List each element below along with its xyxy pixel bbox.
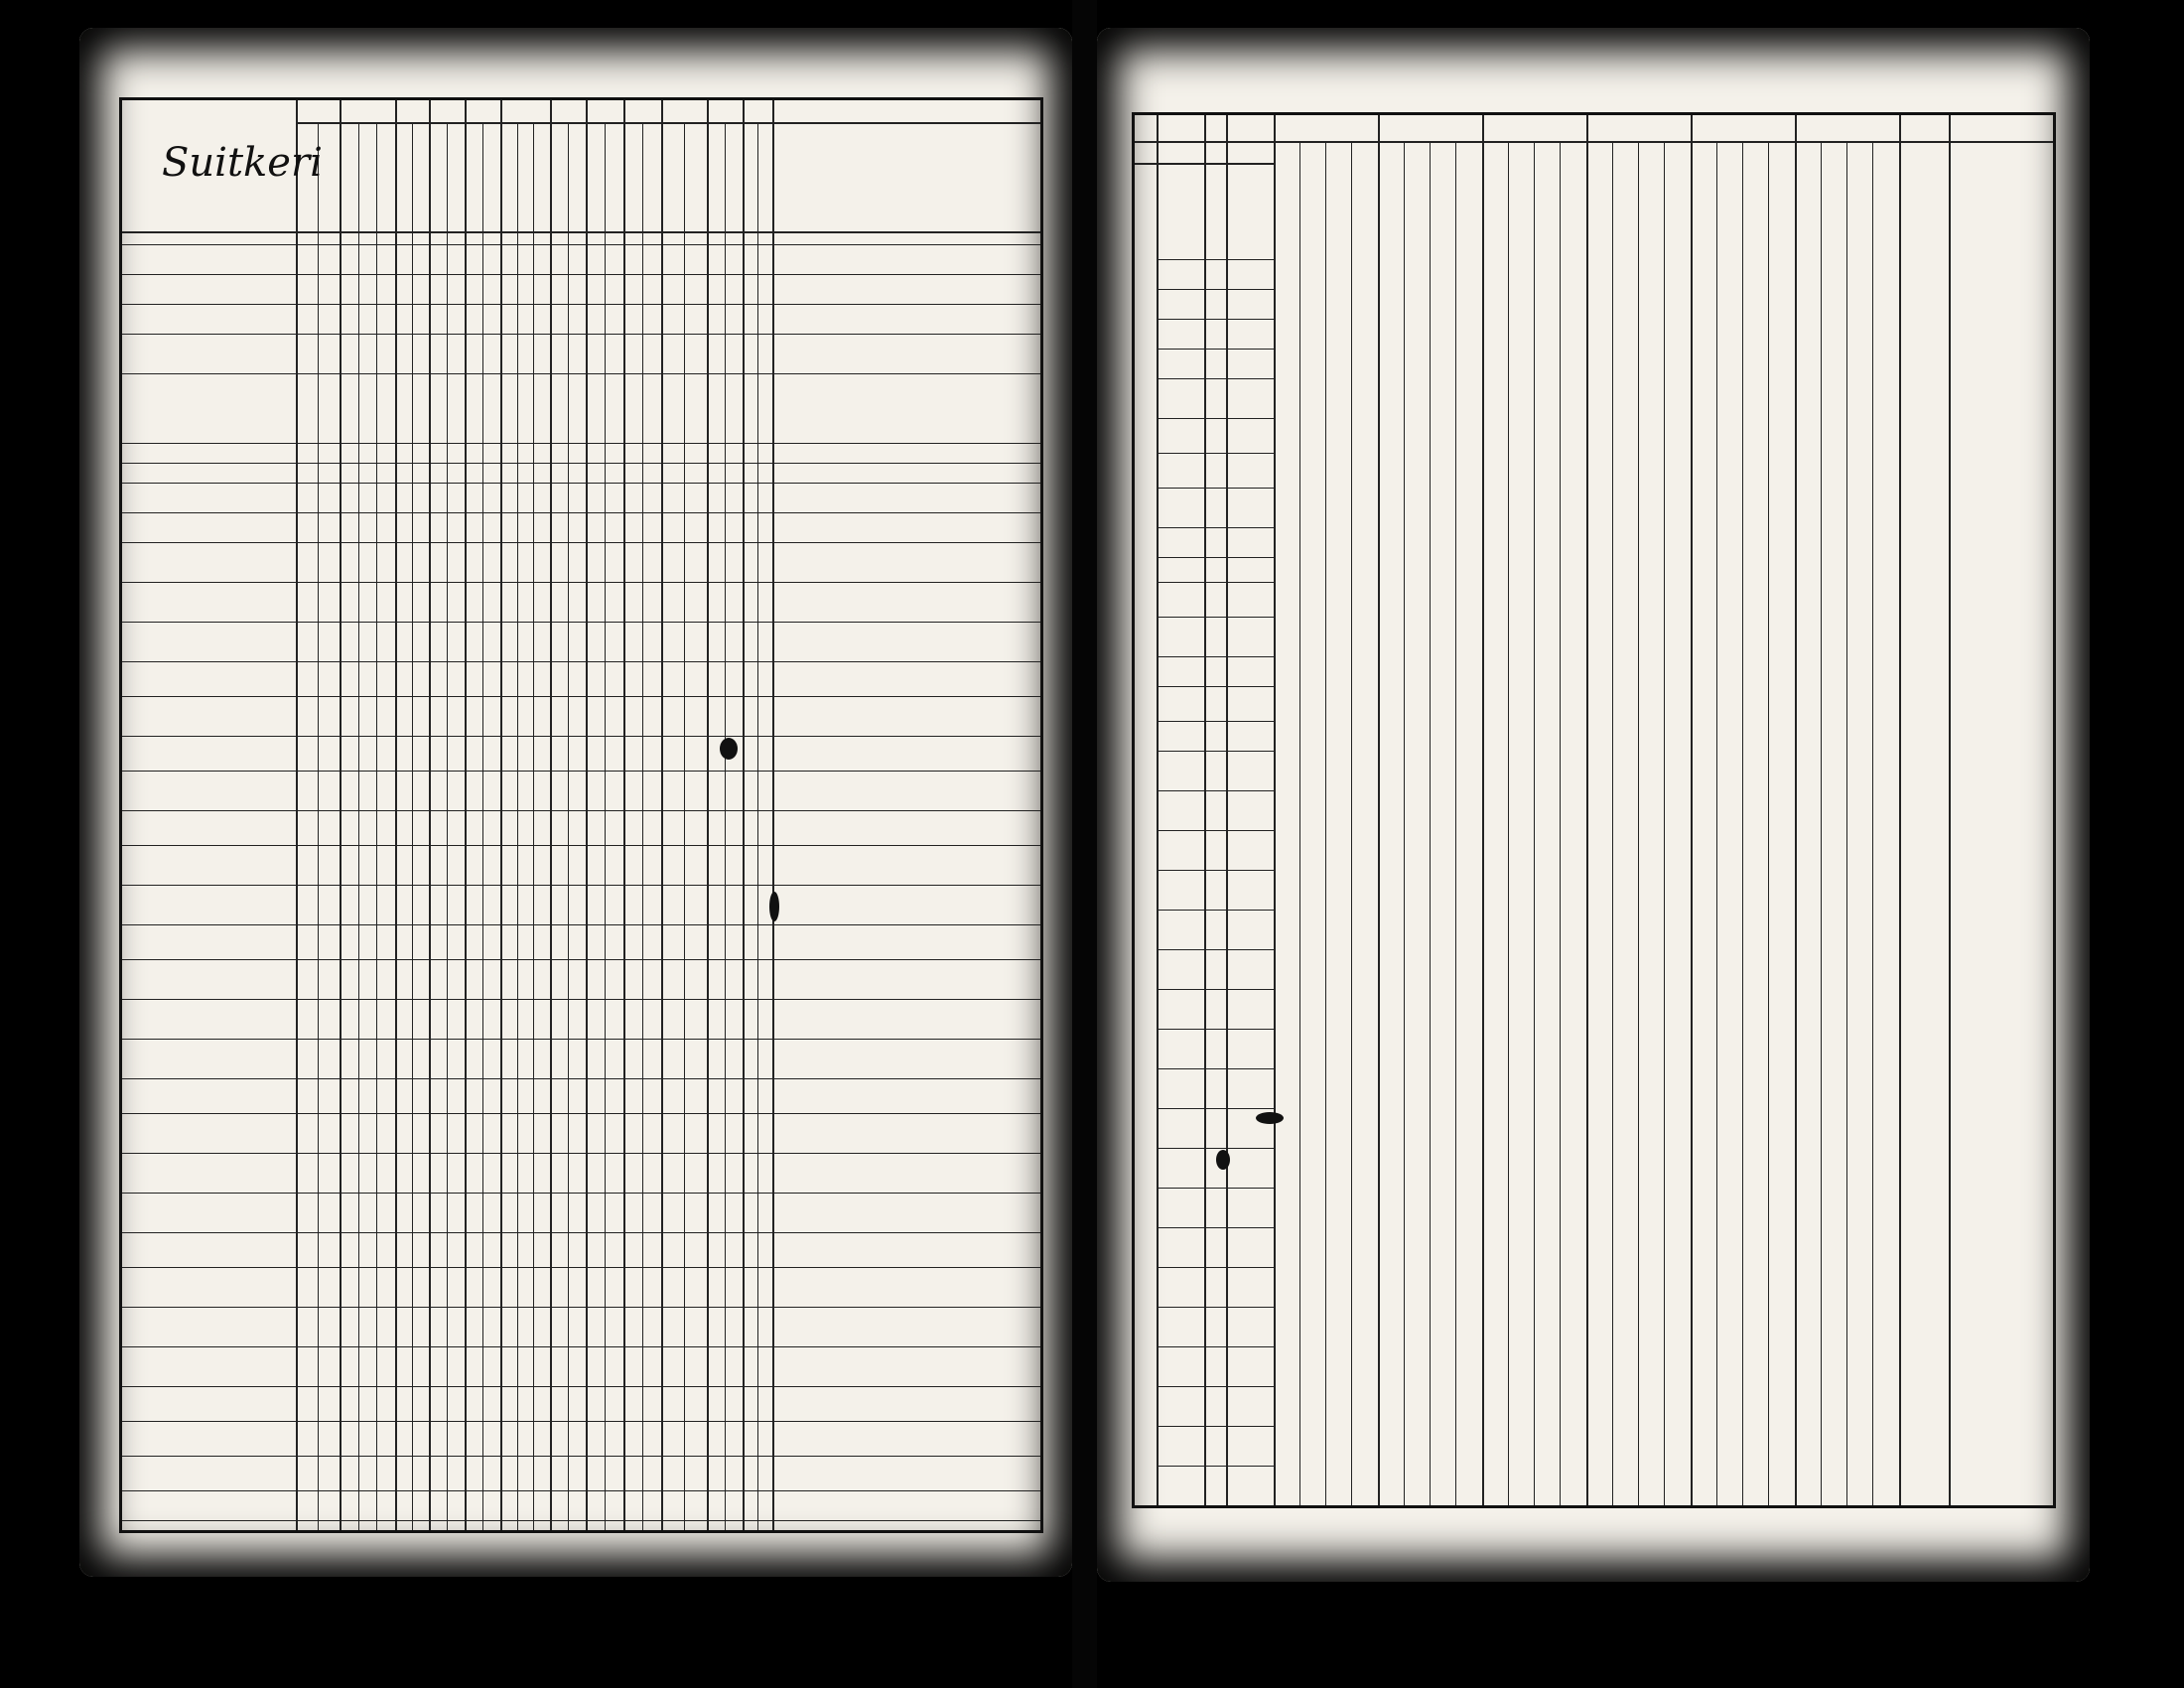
column-divider — [1899, 115, 1901, 1505]
subcolumn-divider — [1534, 143, 1535, 1505]
row-rule — [1157, 557, 1274, 558]
row-rule — [122, 463, 1040, 464]
row-rule — [122, 304, 1040, 305]
table-grid — [122, 100, 1040, 1530]
column-divider — [429, 100, 431, 1530]
row-rule — [1157, 582, 1274, 583]
row-rule — [122, 959, 1040, 960]
column-divider — [743, 100, 745, 1530]
row-rule — [1157, 870, 1274, 871]
row-rule — [122, 582, 1040, 583]
row-rule — [1157, 259, 1274, 260]
row-rule — [122, 483, 1040, 484]
header-divider — [296, 122, 1040, 124]
subcolumn-divider — [1299, 143, 1300, 1505]
column-divider — [661, 100, 663, 1530]
year-divider — [1482, 115, 1484, 1505]
row-rule — [1157, 1307, 1274, 1308]
row-rule — [1157, 1148, 1274, 1149]
subcolumn-divider — [1768, 143, 1769, 1505]
column-divider — [1157, 115, 1159, 1505]
column-divider — [1204, 115, 1206, 1505]
subcolumn-divider — [1612, 143, 1613, 1505]
row-rule — [122, 1113, 1040, 1114]
row-rule — [1157, 1466, 1274, 1467]
column-divider — [296, 100, 298, 1530]
row-rule — [1157, 790, 1274, 791]
header-divider — [122, 231, 1040, 233]
ink-blot — [1256, 1112, 1284, 1124]
catechetical-table — [119, 97, 1043, 1533]
row-rule — [122, 1456, 1040, 1457]
row-rule — [122, 1490, 1040, 1491]
row-rule — [1157, 1426, 1274, 1427]
row-rule — [1157, 527, 1274, 528]
row-rule — [122, 1386, 1040, 1387]
row-rule — [122, 1078, 1040, 1079]
subcolumn-divider — [1430, 143, 1431, 1505]
row-rule — [1157, 1029, 1274, 1030]
column-divider — [550, 100, 552, 1530]
subcolumn-divider — [1560, 143, 1561, 1505]
subcolumn-divider — [1351, 143, 1352, 1505]
year-divider — [1691, 115, 1693, 1505]
parish-title: Suitkeri — [162, 140, 323, 186]
subcolumn-divider — [1742, 143, 1743, 1505]
table-grid — [1135, 115, 2053, 1505]
row-rule — [122, 1520, 1040, 1521]
row-rule — [1157, 289, 1274, 290]
row-rule — [1157, 1068, 1274, 1069]
row-rule — [1157, 721, 1274, 722]
subcolumn-divider — [1638, 143, 1639, 1505]
row-rule — [122, 1267, 1040, 1268]
year-divider — [1586, 115, 1588, 1505]
book-gutter — [1072, 0, 1097, 1688]
header-divider — [1135, 141, 2053, 143]
subcolumn-divider — [1846, 143, 1847, 1505]
column-divider — [623, 100, 625, 1530]
row-rule — [1157, 989, 1274, 990]
row-rule — [1157, 686, 1274, 687]
row-rule — [122, 1346, 1040, 1347]
year-divider — [1378, 115, 1380, 1505]
row-rule — [1157, 319, 1274, 320]
row-rule — [122, 373, 1040, 374]
row-rule — [1157, 1346, 1274, 1347]
row-rule — [1157, 1386, 1274, 1387]
row-rule — [1157, 378, 1274, 379]
subcolumn-divider — [1508, 143, 1509, 1505]
subcolumn-divider — [1872, 143, 1873, 1505]
row-rule — [122, 1232, 1040, 1233]
column-divider — [707, 100, 709, 1530]
row-rule — [1157, 488, 1274, 489]
right-page — [1097, 28, 2090, 1582]
row-rule — [122, 244, 1040, 245]
row-rule — [122, 1193, 1040, 1194]
column-divider — [1949, 115, 1951, 1505]
year-divider — [1795, 115, 1797, 1505]
left-page — [79, 28, 1072, 1577]
subcolumn-divider — [1325, 143, 1326, 1505]
row-rule — [1157, 453, 1274, 454]
column-divider — [465, 100, 467, 1530]
row-rule — [1157, 617, 1274, 618]
row-rule — [1157, 1188, 1274, 1189]
row-rule — [1157, 1227, 1274, 1228]
column-divider — [772, 100, 774, 1530]
row-rule — [122, 334, 1040, 335]
row-rule — [122, 924, 1040, 925]
row-rule — [122, 1153, 1040, 1154]
row-rule — [122, 810, 1040, 811]
row-rule — [1157, 656, 1274, 657]
row-rule — [122, 736, 1040, 737]
row-rule — [122, 443, 1040, 444]
row-rule — [122, 274, 1040, 275]
row-rule — [122, 1039, 1040, 1040]
subcolumn-divider — [1404, 143, 1405, 1505]
row-rule — [1157, 751, 1274, 752]
column-divider — [586, 100, 588, 1530]
row-rule — [1157, 910, 1274, 911]
column-divider — [340, 100, 341, 1530]
column-divider — [1226, 115, 1228, 1505]
attendance-table — [1132, 112, 2056, 1508]
row-rule — [122, 542, 1040, 543]
row-rule — [1157, 418, 1274, 419]
subcolumn-divider — [1821, 143, 1822, 1505]
row-rule — [122, 1307, 1040, 1308]
year-divider — [1274, 115, 1276, 1505]
row-rule — [122, 845, 1040, 846]
ink-blot — [1216, 1150, 1230, 1170]
row-rule — [122, 512, 1040, 513]
column-divider — [500, 100, 502, 1530]
ink-blot — [769, 892, 779, 921]
row-rule — [1157, 1108, 1274, 1109]
subcolumn-divider — [1664, 143, 1665, 1505]
row-rule — [122, 622, 1040, 623]
row-rule — [1157, 949, 1274, 950]
ink-blot — [720, 738, 738, 760]
subcolumn-divider — [1455, 143, 1456, 1505]
row-rule — [1157, 1267, 1274, 1268]
row-rule — [122, 999, 1040, 1000]
header-divider — [1135, 163, 1274, 165]
row-rule — [122, 696, 1040, 697]
row-rule — [122, 661, 1040, 662]
row-rule — [122, 771, 1040, 772]
row-rule — [122, 1421, 1040, 1422]
subcolumn-divider — [1716, 143, 1717, 1505]
row-rule — [122, 885, 1040, 886]
row-rule — [1157, 349, 1274, 350]
column-divider — [395, 100, 397, 1530]
row-rule — [1157, 830, 1274, 831]
